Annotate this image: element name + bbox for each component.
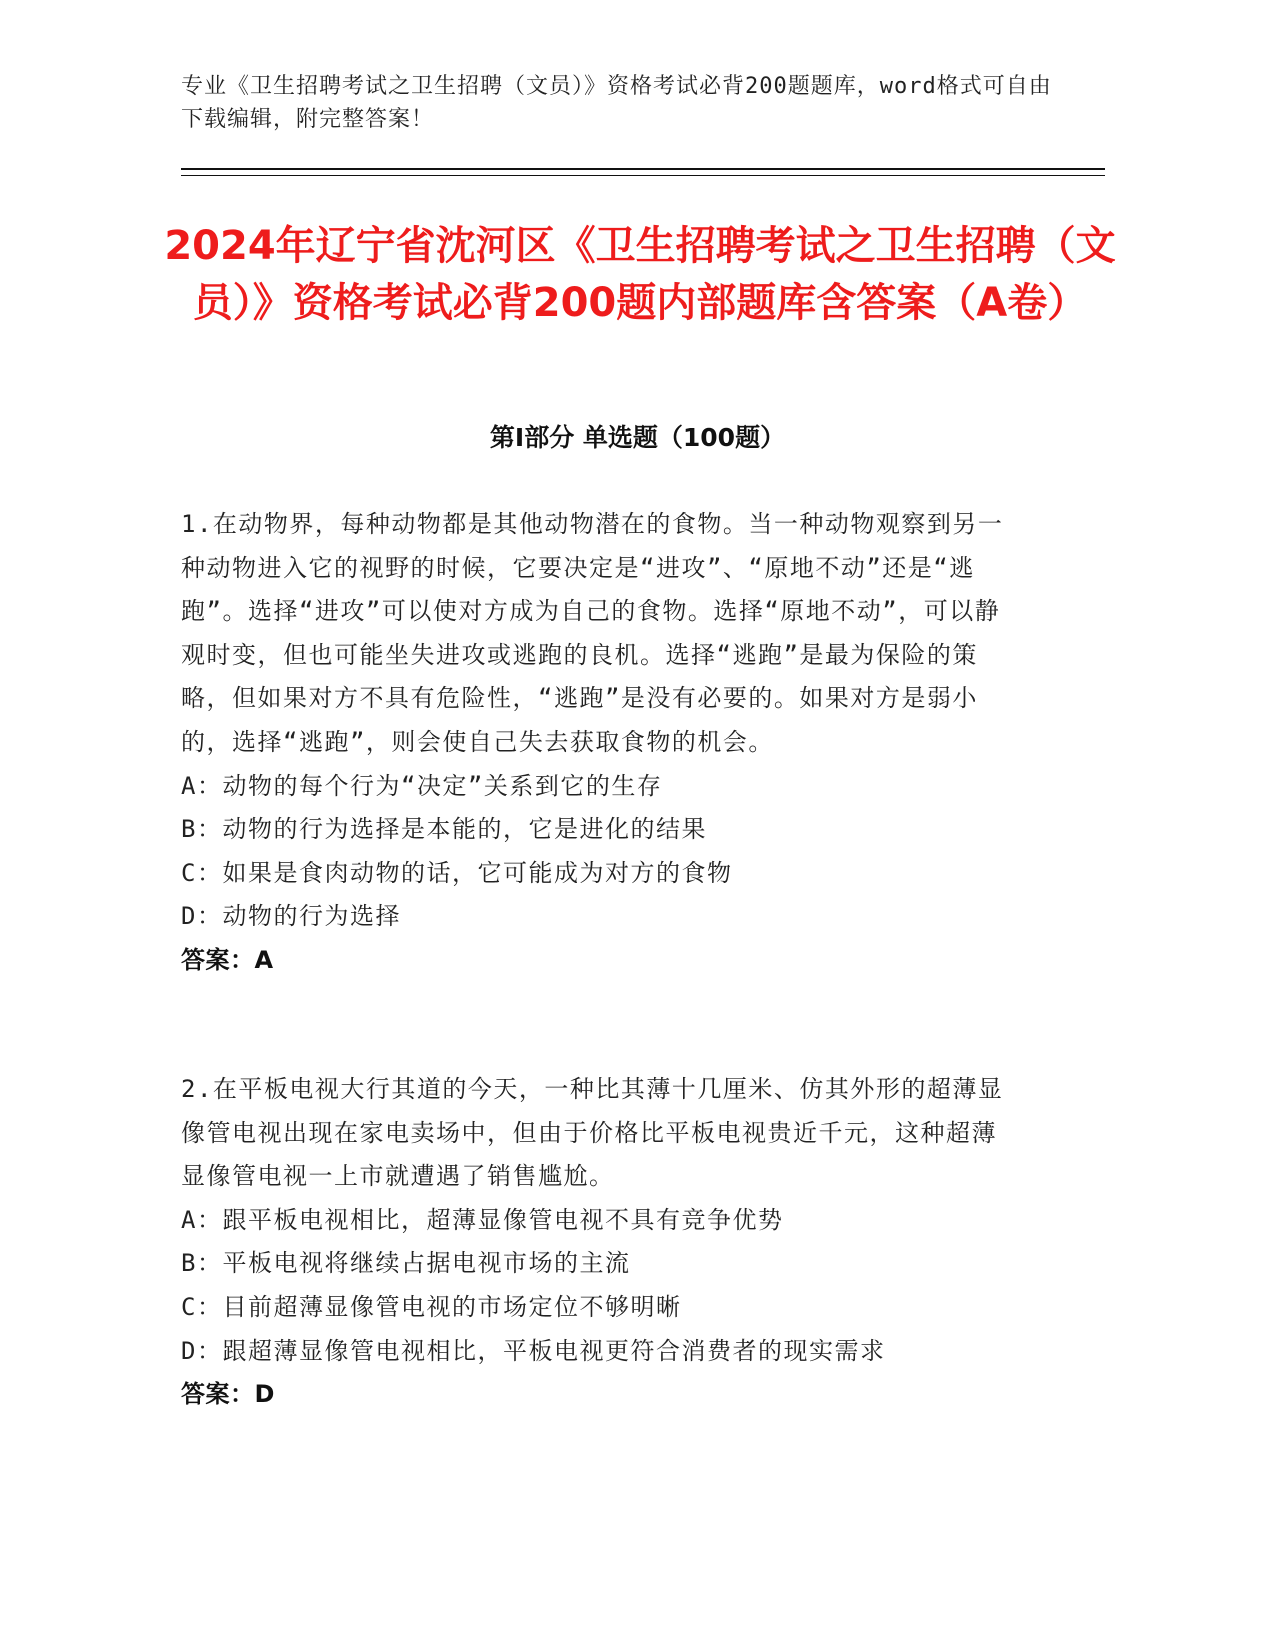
header-note: 专业《卫生招聘考试之卫生招聘（文员）》资格考试必背200题题库，word格式可自由下载编辑，附完整答案！ — [181, 74, 1052, 132]
question-stem: 1.在动物界，每种动物都是其他动物潜在的食物。当一种动物观察到另一种动物进入它的视野的时候，它要决定是“进攻”、“原地不动”还是“逃跑”。选择“进攻”可以使对方成为自己的食物。选择“原地不动”，可以静观时变，但也可能坐失进攻或逃跑的良机。选择“逃跑”是最为保险的策略，但如果对方不具有危险性，“逃跑”是没有必要的。如果对方是弱小的，选择“逃跑”，则会使自己失去获取食物的机会。 — [181, 510, 1004, 756]
answer-line: 答案：A — [181, 945, 274, 974]
option-c: C：如果是食肉动物的话，它可能成为对方的食物 — [181, 858, 733, 887]
option-a: A：跟平板电视相比，超薄显像管电视不具有竞争优势 — [181, 1205, 784, 1234]
question-2 — [181, 1068, 1021, 1417]
option-d: D：动物的行为选择 — [181, 902, 401, 931]
question-1 — [181, 503, 1021, 983]
question-stem: 2.在平板电视大行其道的今天，一种比其薄十几厘米、仿其外形的超薄显像管电视出现在家电卖场中，但由于价格比平板电视贵近千元，这种超薄显像管电视一上市就遭遇了销售尴尬。 — [181, 1075, 1004, 1191]
answer-line: 答案：D — [181, 1380, 275, 1409]
option-b: B：动物的行为选择是本能的，它是进化的结果 — [181, 815, 707, 844]
option-d: D：跟超薄显像管电视相比，平板电视更符合消费者的现实需求 — [181, 1336, 886, 1365]
option-a: A：动物的每个行为“决定”关系到它的生存 — [181, 771, 663, 800]
option-b: B：平板电视将继续占据电视市场的主流 — [181, 1249, 631, 1278]
header-rule-thin — [181, 175, 1105, 176]
section-heading: 第Ⅰ部分 单选题（100题） — [489, 423, 786, 452]
header-rule-thick — [181, 168, 1105, 170]
option-c: C：目前超薄显像管电视的市场定位不够明晰 — [181, 1292, 682, 1321]
document-title: 2024年辽宁省沈河区《卫生招聘考试之卫生招聘（文员）》资格考试必背200题内部题库含答案（A卷） — [164, 223, 1116, 326]
